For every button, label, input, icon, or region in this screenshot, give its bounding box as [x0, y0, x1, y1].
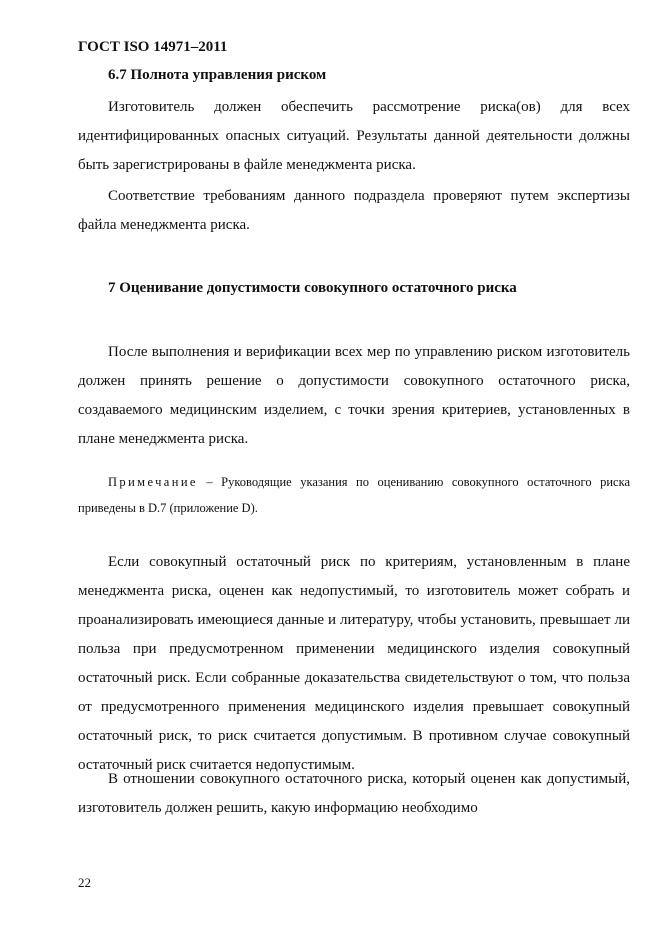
- section-heading-7: 7 Оценивание допустимости совокупного остаточного риска: [108, 280, 517, 296]
- note: [78, 469, 630, 521]
- note-label: Примечание: [108, 475, 198, 489]
- paragraph-6-7-2: Соответствие требованиям данного подраздела проверяют путем экспертизы файла менеджмента риска.: [78, 188, 630, 233]
- paragraph-7-2: Если совокупный остаточный риск по критериям, установленным в плане менеджмента риска, оценен как недопустимый, то изготовитель может собрать и проанализировать имеющиеся данные и литературу, чтобы установить, превышает ли польза при предусмотренном применении медицинского изделия совокупный остаточный риск. Если собранные доказательства свидетельствуют о том, что польза от предусмотренного применения медицинского изделия превышает совокупный остаточный риск, то риск считается допустимым. В противном случае совокупный остаточный риск считается недопустимым.: [78, 554, 630, 773]
- page-number: 22: [78, 875, 91, 890]
- paragraph-6-7-1: Изготовитель должен обеспечить рассмотрение риска(ов) для всех идентифицированных опасных ситуаций. Результаты данной деятельности должны быть зарегистрированы в файле менеджмента риска.: [78, 99, 630, 173]
- document-code-header: ГОСТ ISO 14971–2011: [78, 39, 228, 55]
- section-heading-6-7: 6.7 Полнота управления риском: [108, 67, 327, 83]
- paragraph-7-3: В отношении совокупного остаточного риска, который оценен как допустимый, изготовитель должен решить, какую информацию необходимо: [78, 771, 630, 816]
- note-text: – Руководящие указания по оцениванию совокупного остаточного риска приведены в D.7 (приложение D).: [78, 475, 630, 515]
- paragraph-7-1: После выполнения и верификации всех мер по управлению риском изготовитель должен принять решение о допустимости совокупного остаточного риска, создаваемого медицинским изделием, с точки зрения критериев, установленных в плане менеджмента риска.: [78, 344, 630, 447]
